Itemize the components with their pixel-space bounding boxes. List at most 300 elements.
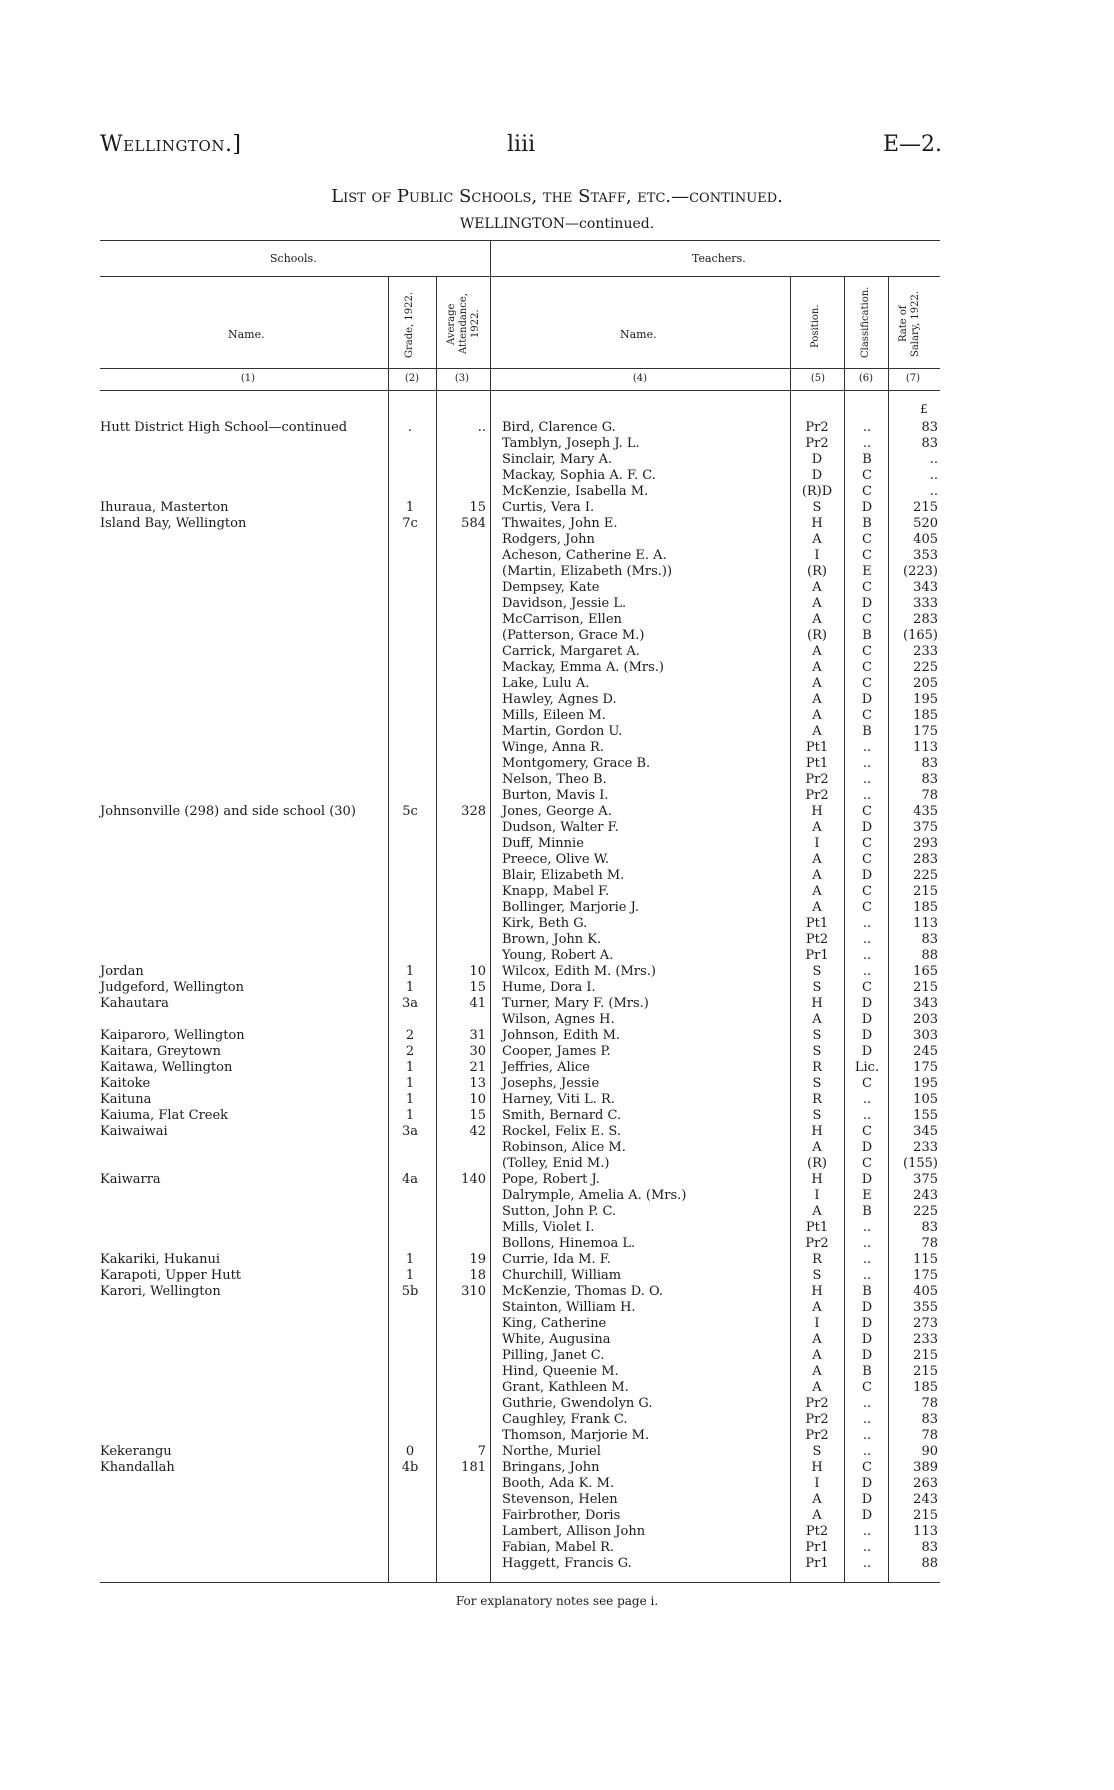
table-row <box>0 628 1114 644</box>
classification-cell: .. <box>862 436 872 451</box>
classification-cell: D <box>861 1508 873 1523</box>
position-cell: I <box>814 836 820 851</box>
table-row <box>0 964 1114 980</box>
classification-cell: .. <box>862 1428 872 1443</box>
table-row <box>0 1236 1114 1252</box>
teacher-name-cell: Winge, Anna R. <box>502 740 604 755</box>
position-cell: A <box>812 1012 822 1027</box>
salary-cell: 215 <box>913 980 938 995</box>
salary-cell: 185 <box>913 1380 938 1395</box>
salary-cell: 293 <box>913 836 938 851</box>
teacher-name-cell: Sutton, John P. C. <box>502 1204 617 1219</box>
classification-cell: C <box>862 884 872 899</box>
table-row <box>0 1492 1114 1508</box>
classification-cell: .. <box>862 788 872 803</box>
teacher-name-cell: Knapp, Mabel F. <box>502 884 610 899</box>
teacher-name-cell: Montgomery, Grace B. <box>502 756 651 771</box>
salary-cell: 303 <box>913 1028 938 1043</box>
position-cell: Pt1 <box>805 756 829 771</box>
salary-cell: 88 <box>921 1556 938 1571</box>
attendance-cell: 328 <box>461 804 486 819</box>
classification-cell: B <box>862 628 872 643</box>
salary-cell: 83 <box>921 1412 938 1427</box>
classification-cell: C <box>862 468 872 483</box>
position-cell: Pt1 <box>805 740 829 755</box>
position-cell: Pr2 <box>805 1412 829 1427</box>
teacher-name-cell: Bollinger, Marjorie J. <box>502 900 639 915</box>
teacher-name-cell: Booth, Ada K. M. <box>502 1476 615 1491</box>
grade-cell: . <box>407 420 413 435</box>
attendance-cell: 31 <box>469 1028 486 1043</box>
classification-cell: D <box>861 1316 873 1331</box>
classification-cell: .. <box>862 916 872 931</box>
school-name-cell: Kaitara, Greytown <box>100 1044 222 1059</box>
table-row <box>0 804 1114 820</box>
salary-cell: 78 <box>921 788 938 803</box>
salary-cell: 520 <box>913 516 938 531</box>
table-row <box>0 580 1114 596</box>
classification-cell: .. <box>862 756 872 771</box>
position-cell: A <box>812 868 822 883</box>
table-row <box>0 1460 1114 1476</box>
table-row <box>0 1060 1114 1076</box>
table-row <box>0 820 1114 836</box>
classification-cell: C <box>862 804 872 819</box>
position-cell: A <box>812 724 822 739</box>
table-row <box>0 836 1114 852</box>
grade-cell: 1 <box>405 980 415 995</box>
salary-cell: 113 <box>913 740 938 755</box>
table-row <box>0 1284 1114 1300</box>
position-cell: H <box>811 1172 823 1187</box>
salary-cell: 345 <box>913 1124 938 1139</box>
salary-cell: 195 <box>913 692 938 707</box>
table-row <box>0 916 1114 932</box>
classification-cell: D <box>861 1028 873 1043</box>
classification-cell: .. <box>862 1444 872 1459</box>
classification-cell: .. <box>862 1540 872 1555</box>
position-cell: (R) <box>807 564 827 579</box>
grade-cell: 5c <box>402 804 418 819</box>
attendance-cell: .. <box>477 420 486 435</box>
classification-cell: C <box>862 836 872 851</box>
salary-cell: 375 <box>913 820 938 835</box>
table-row <box>0 1380 1114 1396</box>
table-row <box>0 868 1114 884</box>
table-row <box>0 708 1114 724</box>
position-cell: A <box>812 612 822 627</box>
school-name-cell: Kaiwarra <box>100 1172 161 1187</box>
salary-cell: 233 <box>913 644 938 659</box>
salary-cell: 113 <box>913 916 938 931</box>
position-cell: Pr1 <box>805 948 829 963</box>
classification-cell: D <box>861 1300 873 1315</box>
salary-cell: 205 <box>913 676 938 691</box>
table-row <box>0 1540 1114 1556</box>
school-name-cell: Island Bay, Wellington <box>100 516 247 531</box>
teacher-name-cell: Churchill, William <box>502 1268 622 1283</box>
teacher-name-cell: Harney, Viti L. R. <box>502 1092 615 1107</box>
classification-cell: D <box>861 596 873 611</box>
column-number-7: (7) <box>905 373 921 384</box>
attendance-cell: 19 <box>469 1252 486 1267</box>
grade-cell: 0 <box>405 1444 415 1459</box>
classification-cell: .. <box>862 948 872 963</box>
column-number-2: (2) <box>404 373 420 384</box>
table-row <box>0 1412 1114 1428</box>
teacher-name-cell: Hume, Dora I. <box>502 980 596 995</box>
teacher-name-cell: Dempsey, Kate <box>502 580 600 595</box>
school-name-cell: Kaiwaiwai <box>100 1124 168 1139</box>
position-cell: (R) <box>807 1156 827 1171</box>
teacher-name-cell: Fairbrother, Doris <box>502 1508 621 1523</box>
classification-cell: Lic. <box>854 1060 880 1075</box>
position-cell: Pt1 <box>805 916 829 931</box>
teacher-name-cell: McKenzie, Isabella M. <box>502 484 649 499</box>
table-row <box>0 1348 1114 1364</box>
teacher-name-cell: Davidson, Jessie L. <box>502 596 627 611</box>
salary-cell: 185 <box>913 900 938 915</box>
salary-cell: 105 <box>913 1092 938 1107</box>
school-name-cell: Kaitawa, Wellington <box>100 1060 233 1075</box>
salary-cell: 233 <box>913 1140 938 1155</box>
salary-cell: 83 <box>921 772 938 787</box>
classification-cell: D <box>861 692 873 707</box>
salary-cell: 215 <box>913 1348 938 1363</box>
position-cell: A <box>812 900 822 915</box>
teacher-name-cell: Bringans, John <box>502 1460 600 1475</box>
page-number: liii <box>507 132 536 157</box>
classification-cell: D <box>861 1172 873 1187</box>
salary-cell: 83 <box>921 436 938 451</box>
position-cell: Pr1 <box>805 1556 829 1571</box>
grade-cell: 4a <box>401 1172 419 1187</box>
salary-cell: 203 <box>913 1012 938 1027</box>
attendance-cell: 18 <box>469 1268 486 1283</box>
table-row <box>0 420 1114 436</box>
teacher-name-cell: Brown, John K. <box>502 932 602 947</box>
table-row <box>0 1316 1114 1332</box>
teacher-name-cell: Tamblyn, Joseph J. L. <box>502 436 640 451</box>
salary-cell: 225 <box>913 868 938 883</box>
teacher-name-cell: Pilling, Janet C. <box>502 1348 605 1363</box>
teacher-name-cell: Bollons, Hinemoa L. <box>502 1236 636 1251</box>
classification-cell: B <box>862 516 872 531</box>
position-cell: I <box>814 1188 820 1203</box>
table-row <box>0 756 1114 772</box>
classification-cell: .. <box>862 772 872 787</box>
teacher-name-cell: Thomson, Marjorie M. <box>502 1428 650 1443</box>
teacher-name-cell: Nelson, Theo B. <box>502 772 607 787</box>
salary-cell: 83 <box>921 1540 938 1555</box>
table-row <box>0 1556 1114 1572</box>
salary-cell: 115 <box>913 1252 938 1267</box>
classification-cell: C <box>862 548 872 563</box>
table-row <box>0 1156 1114 1172</box>
salary-cell: 353 <box>913 548 938 563</box>
table-row <box>0 1220 1114 1236</box>
classification-cell: D <box>861 1140 873 1155</box>
grade-cell: 3a <box>401 1124 419 1139</box>
attendance-cell: 310 <box>461 1284 486 1299</box>
school-name-cell: Kakariki, Hukanui <box>100 1252 221 1267</box>
teacher-name-cell: Smith, Bernard C. <box>502 1108 622 1123</box>
teacher-name-cell: White, Augusina <box>502 1332 611 1347</box>
classification-cell: B <box>862 1204 872 1219</box>
attendance-cell: 15 <box>469 500 486 515</box>
attendance-cell: 30 <box>469 1044 486 1059</box>
teacher-name-cell: Sinclair, Mary A. <box>502 452 613 467</box>
table-row <box>0 1124 1114 1140</box>
running-head-region: Wellington.] <box>100 132 242 157</box>
salary-cell: 283 <box>913 852 938 867</box>
table-row <box>0 1476 1114 1492</box>
classification-cell: D <box>861 1012 873 1027</box>
table-row <box>0 596 1114 612</box>
table-row <box>0 564 1114 580</box>
grade-cell: 5b <box>401 1284 419 1299</box>
currency-symbol: £ <box>920 402 928 416</box>
position-cell: I <box>814 548 820 563</box>
salary-cell: 405 <box>913 532 938 547</box>
table-row <box>0 1428 1114 1444</box>
classification-cell: D <box>861 1332 873 1347</box>
classification-cell: B <box>862 1364 872 1379</box>
grade-cell: 3a <box>401 996 419 1011</box>
teacher-name-header: Name. <box>620 328 657 341</box>
position-cell: S <box>812 1268 822 1283</box>
table-row <box>0 1364 1114 1380</box>
teacher-name-cell: Stainton, William H. <box>502 1300 636 1315</box>
grade-cell: 1 <box>405 500 415 515</box>
table-row <box>0 1268 1114 1284</box>
position-cell: H <box>811 804 823 819</box>
position-cell: A <box>812 532 822 547</box>
position-cell: Pr2 <box>805 1236 829 1251</box>
teacher-name-cell: Thwaites, John E. <box>502 516 618 531</box>
table-row <box>0 996 1114 1012</box>
position-cell: A <box>812 692 822 707</box>
salary-cell: 435 <box>913 804 938 819</box>
table-row <box>0 516 1114 532</box>
position-cell: (R) <box>807 628 827 643</box>
teacher-name-cell: Fabian, Mabel R. <box>502 1540 615 1555</box>
position-cell: R <box>812 1092 822 1107</box>
teacher-name-cell: Rockel, Felix E. S. <box>502 1124 621 1139</box>
teacher-name-cell: Cooper, James P. <box>502 1044 611 1059</box>
salary-cell: 263 <box>913 1476 938 1491</box>
column-number-5: (5) <box>810 373 826 384</box>
table-row <box>0 676 1114 692</box>
position-cell: S <box>812 1108 822 1123</box>
position-cell: A <box>812 1204 822 1219</box>
table-row <box>0 1204 1114 1220</box>
teacher-name-cell: Stevenson, Helen <box>502 1492 618 1507</box>
table-row <box>0 1524 1114 1540</box>
classification-cell: C <box>862 1460 872 1475</box>
position-cell: A <box>812 1380 822 1395</box>
classification-header: Classification. <box>860 286 871 358</box>
teacher-name-cell: Robinson, Alice M. <box>502 1140 626 1155</box>
attendance-cell: 15 <box>469 1108 486 1123</box>
table-row <box>0 500 1114 516</box>
position-cell: S <box>812 1044 822 1059</box>
position-header: Position. <box>810 304 821 348</box>
position-cell: H <box>811 996 823 1011</box>
grade-cell: 1 <box>405 1252 415 1267</box>
salary-cell: 375 <box>913 1172 938 1187</box>
table-row <box>0 1300 1114 1316</box>
salary-cell: 243 <box>913 1492 938 1507</box>
position-cell: R <box>812 1252 822 1267</box>
table-row <box>0 532 1114 548</box>
school-name-cell: Kaitoke <box>100 1076 151 1091</box>
column-number-rule <box>100 368 940 369</box>
attendance-cell: 140 <box>461 1172 486 1187</box>
salary-cell: 389 <box>913 1460 938 1475</box>
teacher-name-cell: Lake, Lulu A. <box>502 676 590 691</box>
teacher-name-cell: Rodgers, John <box>502 532 595 547</box>
position-cell: A <box>812 644 822 659</box>
salary-cell: 83 <box>921 756 938 771</box>
classification-cell: .. <box>862 1556 872 1571</box>
classification-cell: C <box>862 980 872 995</box>
table-top-rule <box>100 240 940 241</box>
teacher-name-cell: Johnson, Edith M. <box>502 1028 621 1043</box>
position-cell: S <box>812 1028 822 1043</box>
salary-cell: 405 <box>913 1284 938 1299</box>
classification-cell: C <box>862 660 872 675</box>
table-row <box>0 1396 1114 1412</box>
table-row <box>0 660 1114 676</box>
position-cell: Pr2 <box>805 1428 829 1443</box>
column-number-6: (6) <box>858 373 874 384</box>
classification-cell: C <box>862 900 872 915</box>
attendance-cell: 10 <box>469 1092 486 1107</box>
salary-cell: 155 <box>913 1108 938 1123</box>
position-cell: A <box>812 660 822 675</box>
classification-cell: .. <box>862 1236 872 1251</box>
teacher-name-cell: Kirk, Beth G. <box>502 916 588 931</box>
position-cell: A <box>812 708 822 723</box>
table-row <box>0 1076 1114 1092</box>
salary-cell: 215 <box>913 1508 938 1523</box>
table-row <box>0 644 1114 660</box>
salary-cell: (155) <box>903 1156 938 1171</box>
teacher-name-cell: Young, Robert A. <box>502 948 614 963</box>
staff-table-body <box>0 420 1114 1572</box>
position-cell: A <box>812 1508 822 1523</box>
table-row <box>0 1252 1114 1268</box>
classification-cell: B <box>862 724 872 739</box>
teacher-name-cell: McKenzie, Thomas D. O. <box>502 1284 663 1299</box>
attendance-cell: 181 <box>461 1460 486 1475</box>
salary-cell: 283 <box>913 612 938 627</box>
teacher-name-cell: Dalrymple, Amelia A. (Mrs.) <box>502 1188 687 1203</box>
classification-cell: C <box>862 676 872 691</box>
school-name-cell: Karori, Wellington <box>100 1284 221 1299</box>
attendance-header: Average Attendance, 1922. <box>446 293 481 355</box>
teacher-name-cell: Jeffries, Alice <box>502 1060 590 1075</box>
column-number-1: (1) <box>240 373 256 384</box>
classification-cell: B <box>862 452 872 467</box>
table-row <box>0 740 1114 756</box>
position-cell: A <box>812 884 822 899</box>
salary-cell: 78 <box>921 1236 938 1251</box>
salary-header: Rate of Salary, 1922. <box>898 290 921 358</box>
teacher-name-cell: (Martin, Elizabeth (Mrs.)) <box>502 564 673 579</box>
classification-cell: .. <box>862 1268 872 1283</box>
teacher-name-cell: Grant, Kathleen M. <box>502 1380 629 1395</box>
salary-cell: 175 <box>913 1268 938 1283</box>
position-cell: S <box>812 1444 822 1459</box>
teacher-name-cell: Hawley, Agnes D. <box>502 692 617 707</box>
table-row <box>0 1140 1114 1156</box>
teacher-name-cell: Martin, Gordon U. <box>502 724 623 739</box>
school-name-header: Name. <box>228 328 265 341</box>
teacher-name-cell: Carrick, Margaret A. <box>502 644 640 659</box>
grade-cell: 2 <box>405 1044 415 1059</box>
classification-cell: .. <box>862 1412 872 1427</box>
table-row <box>0 692 1114 708</box>
classification-cell: C <box>862 644 872 659</box>
classification-cell: B <box>862 1284 872 1299</box>
position-cell: D <box>811 468 823 483</box>
salary-cell: 88 <box>921 948 938 963</box>
position-cell: A <box>812 852 822 867</box>
table-row <box>0 980 1114 996</box>
classification-cell: D <box>861 1492 873 1507</box>
classification-cell: .. <box>862 1252 872 1267</box>
position-cell: I <box>814 1316 820 1331</box>
position-cell: Pt2 <box>805 932 829 947</box>
table-row <box>0 1092 1114 1108</box>
salary-cell: 195 <box>913 1076 938 1091</box>
teacher-name-cell: Pope, Robert J. <box>502 1172 600 1187</box>
grade-cell: 1 <box>405 1268 415 1283</box>
school-name-cell: Kekerangu <box>100 1444 172 1459</box>
teacher-name-cell: King, Catherine <box>502 1316 607 1331</box>
classification-cell: .. <box>862 1108 872 1123</box>
classification-cell: E <box>862 564 872 579</box>
position-cell: Pt1 <box>805 1220 829 1235</box>
grade-cell: 4b <box>401 1460 419 1475</box>
position-cell: A <box>812 1332 822 1347</box>
salary-cell: 215 <box>913 1364 938 1379</box>
table-row <box>0 1188 1114 1204</box>
teacher-name-cell: McCarrison, Ellen <box>502 612 622 627</box>
teacher-name-cell: Bird, Clarence G. <box>502 420 616 435</box>
teacher-name-cell: Acheson, Catherine E. A. <box>502 548 667 563</box>
grade-cell: 1 <box>405 1076 415 1091</box>
school-name-cell: Karapoti, Upper Hutt <box>100 1268 242 1283</box>
table-row <box>0 548 1114 564</box>
teacher-name-cell: Mackay, Emma A. (Mrs.) <box>502 660 665 675</box>
salary-cell: 225 <box>913 660 938 675</box>
school-name-cell: Khandallah <box>100 1460 175 1475</box>
classification-cell: D <box>861 820 873 835</box>
schools-group-header: Schools. <box>270 252 317 265</box>
teacher-name-cell: Wilcox, Edith M. (Mrs.) <box>502 964 656 979</box>
attendance-cell: 15 <box>469 980 486 995</box>
salary-cell: 233 <box>913 1332 938 1347</box>
position-cell: Pr2 <box>805 1396 829 1411</box>
grade-header: Grade, 1922. <box>404 291 415 359</box>
column-number-4: (4) <box>632 373 648 384</box>
grade-cell: 7c <box>402 516 418 531</box>
teacher-name-cell: Caughley, Frank C. <box>502 1412 628 1427</box>
teacher-name-cell: Wilson, Agnes H. <box>502 1012 615 1027</box>
